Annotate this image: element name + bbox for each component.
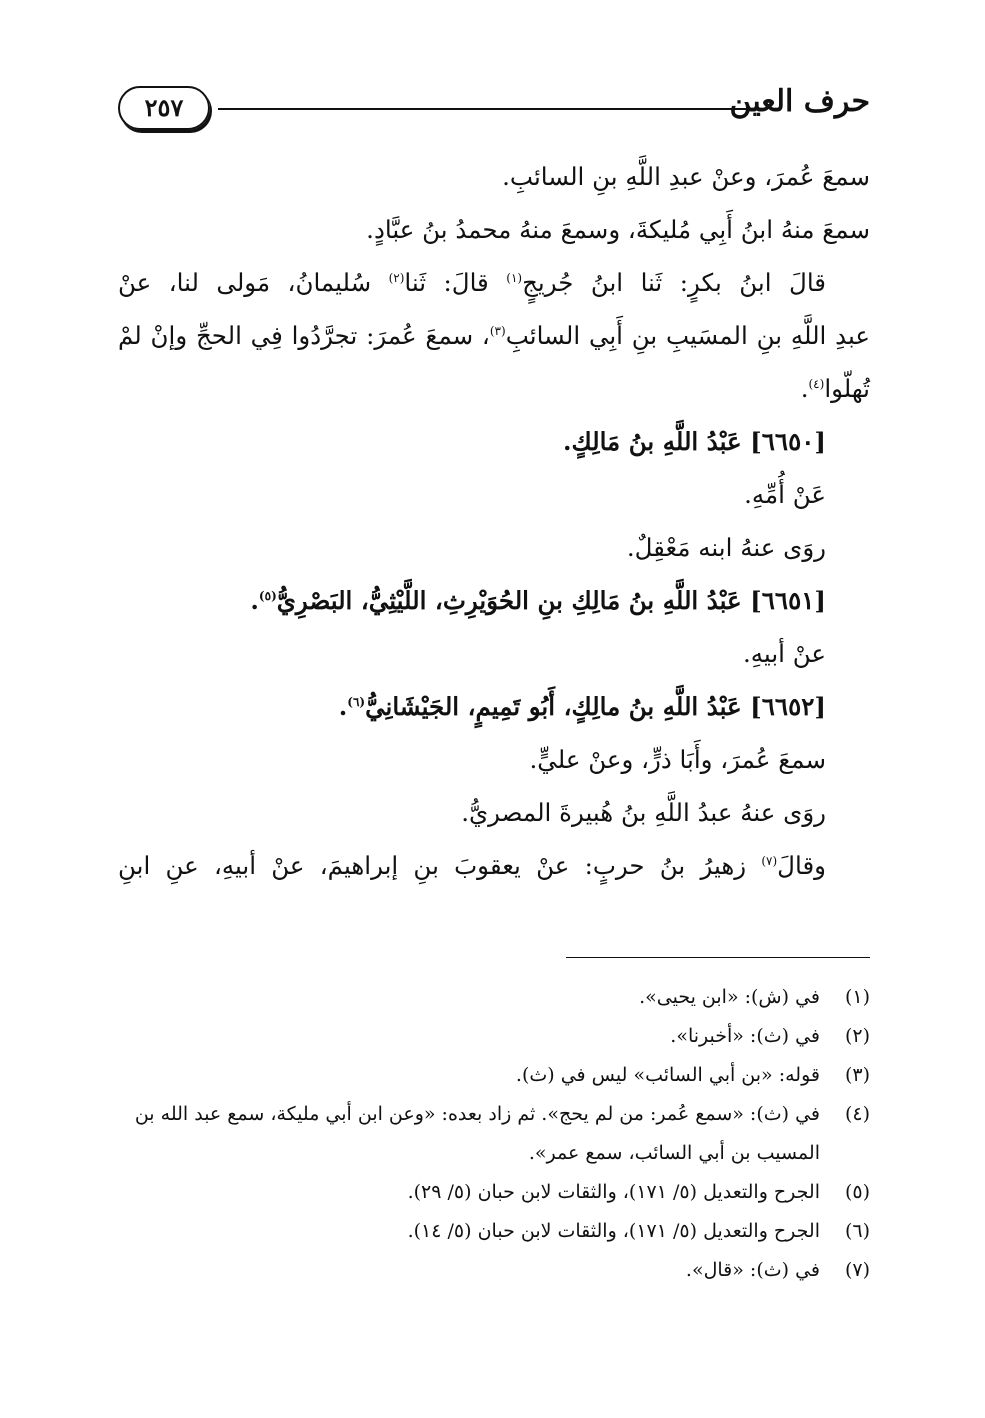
footnote bbox=[118, 978, 870, 1017]
footnote-ref: (٢) bbox=[388, 270, 405, 285]
footnote-text: في (ث): «قال». bbox=[685, 1259, 820, 1281]
text-line: روَى عنهُ عبدُ اللَّهِ بنُ هُبيرةَ المصريُّ. bbox=[461, 798, 826, 827]
header-rule bbox=[218, 108, 750, 110]
footnote-text: الجرح والتعديل (٥/ ١٧١)، والثقات لابن حبان (٥/ ١٤). bbox=[407, 1220, 820, 1242]
text-line: روَى عنهُ ابنه مَعْقِلٌ. bbox=[626, 533, 826, 562]
footnote-ref: (٧) bbox=[761, 853, 778, 868]
footnote-text: في (ش): «ابن يحيى». bbox=[639, 986, 820, 1008]
footnote-text: قوله: «بن أبي السائب» ليس في (ث). bbox=[515, 1064, 820, 1086]
footnote-number: (٥) bbox=[844, 1181, 870, 1203]
text-line: تُهلّوا$^{(٤)}$. bbox=[800, 374, 870, 403]
text-line: قالَ ابنُ بكرٍ: ثَنا ابنُ جُريجٍ$^{(١)}$ قالَ: ثَنا$^{(٢)}$ سُليمانُ، مَولى لنا، عنْ bbox=[118, 268, 826, 297]
text-line: سمعَ عُمرَ، وعنْ عبدِ اللَّهِ بنِ السائبِ. bbox=[502, 162, 870, 191]
page-number: ٢٥٧ bbox=[118, 86, 210, 130]
page-header bbox=[118, 84, 870, 134]
text-line: عنْ أبيهِ. bbox=[743, 639, 826, 668]
footnote-text: في (ث): «أخبرنا». bbox=[670, 1025, 820, 1047]
entry-heading: [٦٦٥١] عَبْدُ اللَّهِ بنُ مَالِكِ بنِ الحُوَيْرِثِ، اللَّيْثِيُّ، البَصْرِيُّ$^{(٥)}$. bbox=[250, 586, 826, 615]
main-text bbox=[118, 150, 870, 892]
footnote-number: (٢) bbox=[844, 1025, 870, 1047]
footnote bbox=[118, 1251, 870, 1290]
footnote-ref: (٦) bbox=[347, 694, 366, 709]
footnote-divider bbox=[566, 957, 870, 958]
footnote-number: (١) bbox=[844, 986, 870, 1008]
footnote-number: (٧) bbox=[844, 1259, 870, 1281]
entry-heading: [٦٦٥٠] عَبْدُ اللَّهِ بنُ مَالِكٍ. bbox=[562, 427, 826, 456]
footnote-number: (٦) bbox=[844, 1220, 870, 1242]
footnote-ref: (٣) bbox=[489, 323, 506, 338]
text-line: عَنْ أُمِّهِ. bbox=[744, 480, 826, 509]
footnote bbox=[118, 1173, 870, 1212]
footnote-ref: (١) bbox=[506, 270, 523, 285]
footnote-number: (٣) bbox=[844, 1064, 870, 1086]
footnote bbox=[118, 1017, 870, 1056]
footnote-text: في (ث): «سمع عُمر: من لم يحج». ثم زاد بعده: «وعن ابن أبي مليكة، سمع عبد الله بن المسيب بن أبي السائب، سمع عمر». bbox=[134, 1103, 820, 1164]
text-line: وقالَ$^{(٧)}$ زهيرُ بنُ حربٍ: عنْ يعقوبَ بنِ إبراهيمَ، عنْ أبيهِ، عنِ ابنِ bbox=[118, 851, 826, 880]
footnote bbox=[118, 1056, 870, 1095]
footnote-number: (٤) bbox=[844, 1103, 870, 1125]
footnote bbox=[118, 1212, 870, 1251]
text-line: سمعَ عُمرَ، وأَبَا ذرٍّ، وعنْ عليٍّ. bbox=[529, 745, 826, 774]
text-line: سمعَ منهُ ابنُ أَبِي مُليكةَ، وسمعَ منهُ محمدُ بنُ عبَّادٍ. bbox=[366, 215, 870, 244]
entry-heading: [٦٦٥٢] عَبْدُ اللَّهِ بنُ مالِكٍ، أَبُو تَمِيمٍ، الجَيْشَانِيُّ$^{(٦)}$. bbox=[338, 692, 826, 721]
footnote-text: الجرح والتعديل (٥/ ١٧١)، والثقات لابن حبان (٥/ ٢٩). bbox=[407, 1181, 820, 1203]
text-line: عبدِ اللَّهِ بنِ المسَيبِ بنِ أَبِي السائبِ$^{(٣)}$، سمعَ عُمرَ: تجرَّدُوا فِي الحجِّ وإنْ لمْ bbox=[118, 321, 870, 350]
chapter-title: حرف العين bbox=[729, 84, 870, 119]
footnote-ref: (٥) bbox=[258, 588, 277, 603]
footnote-ref: (٤) bbox=[808, 376, 825, 391]
footnotes bbox=[118, 978, 870, 1290]
footnote bbox=[118, 1095, 870, 1173]
